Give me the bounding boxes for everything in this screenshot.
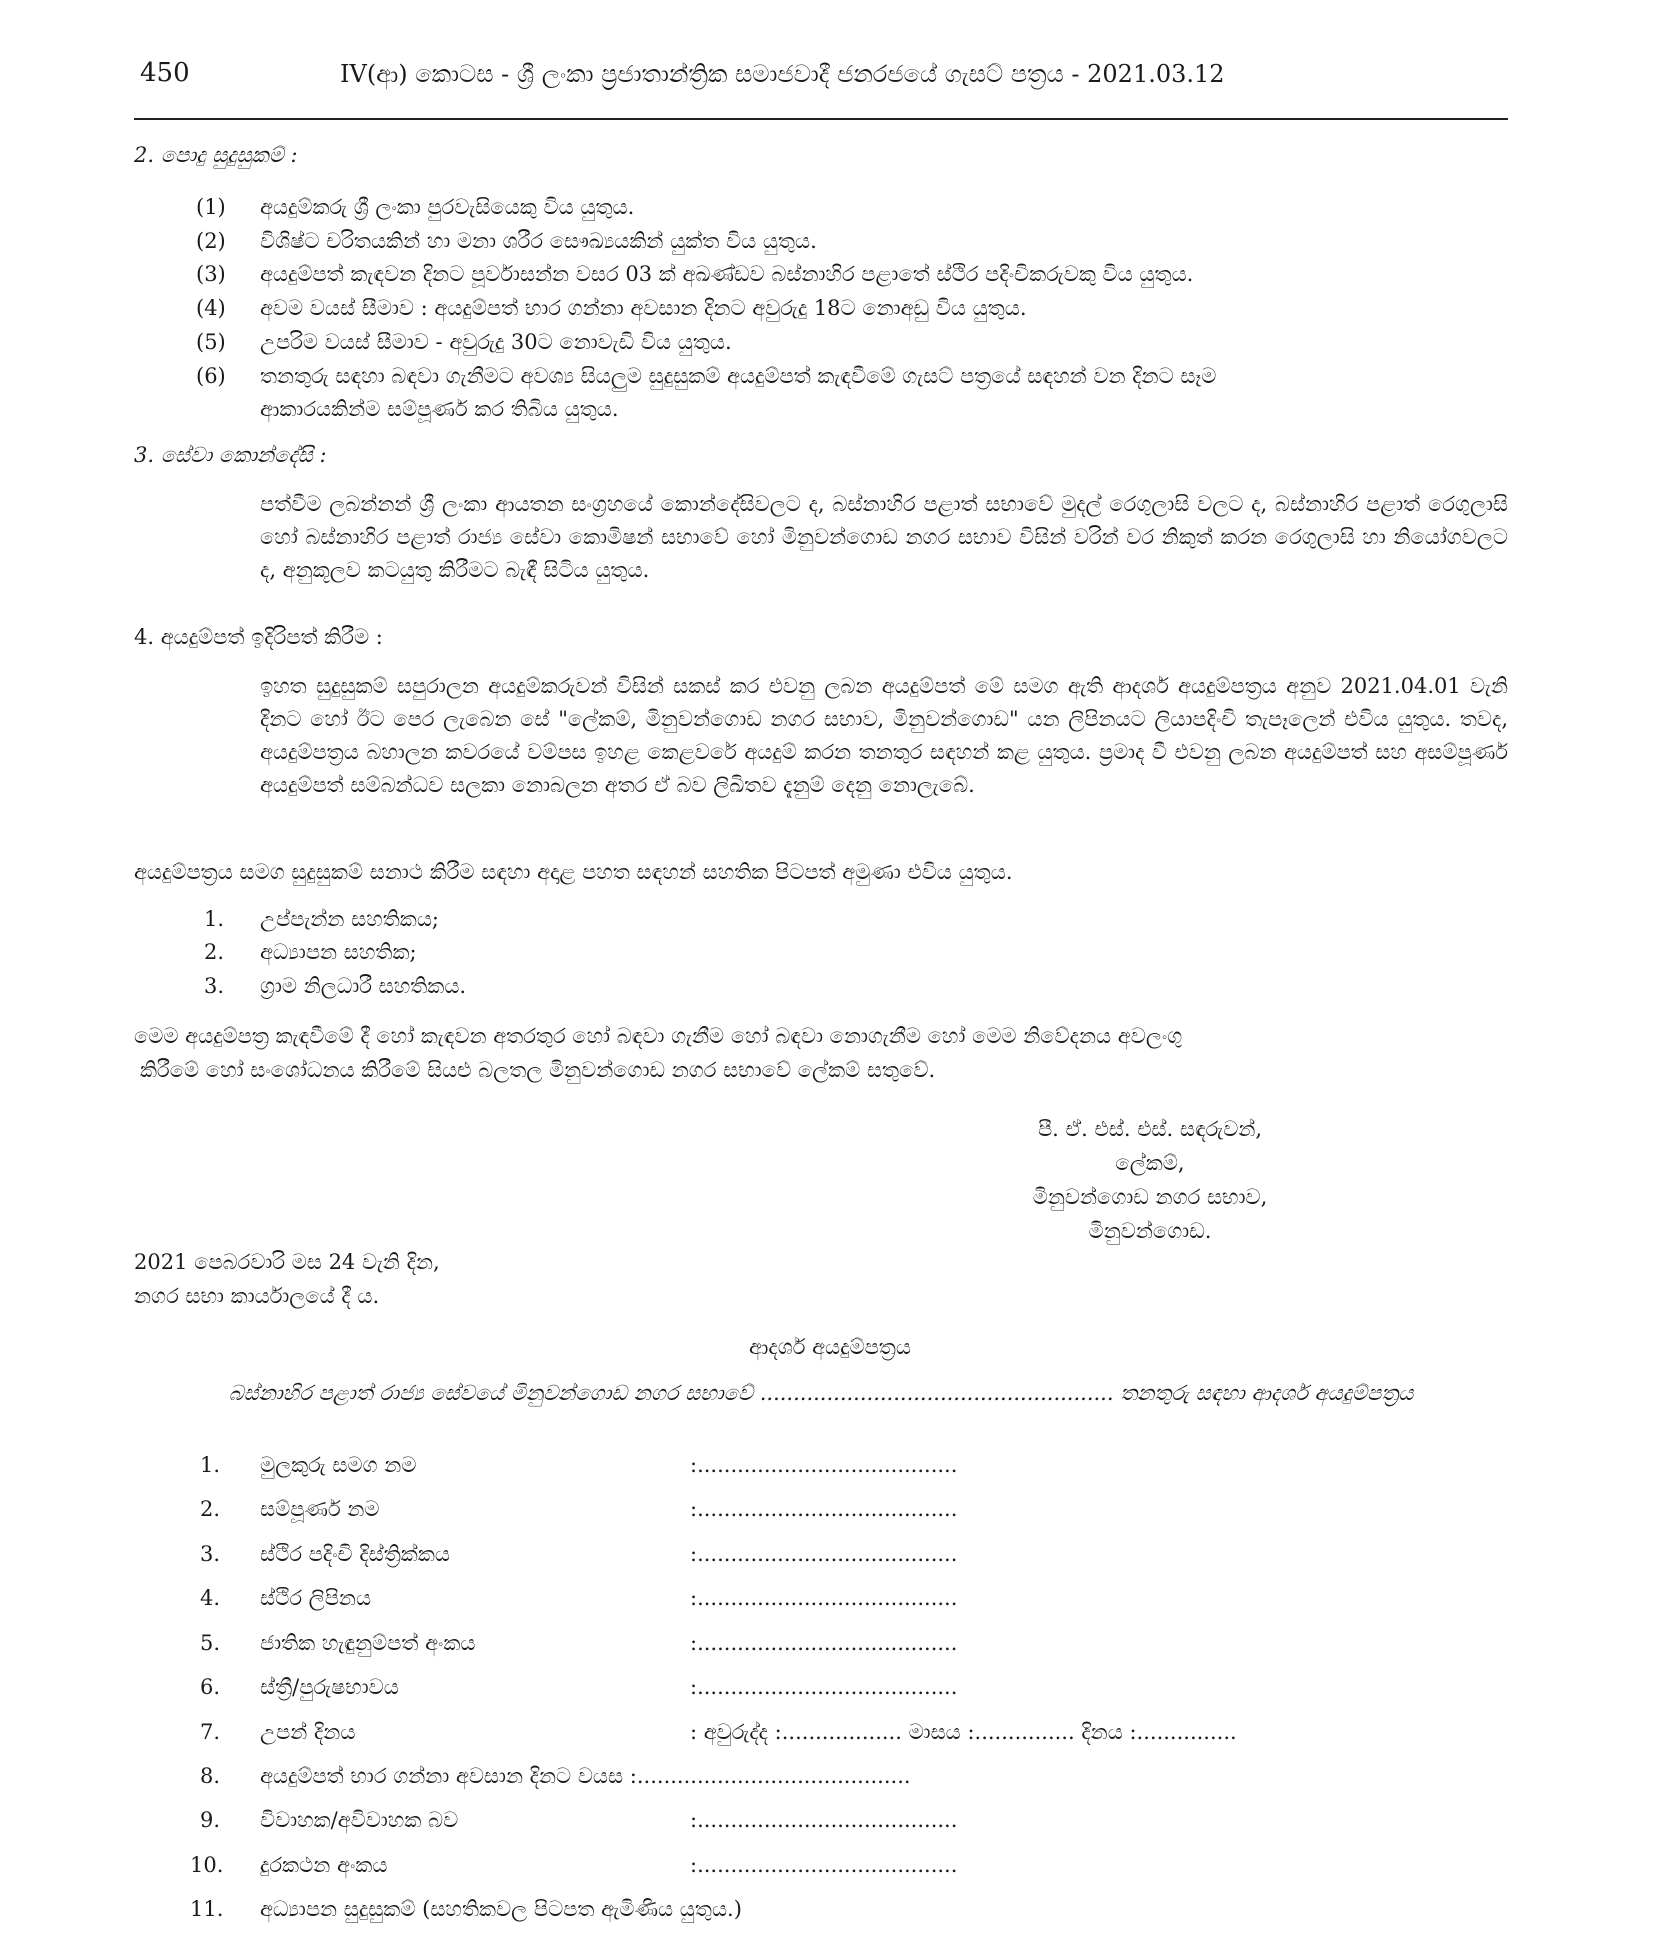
list-item-number: (2): [196, 229, 226, 253]
form-field-blank: :.......................................: [690, 1853, 958, 1877]
form-field-label: අයදුම්පත් භාර ගන්නා අවසාන දිනට වයස :.........................................: [260, 1764, 911, 1788]
section-2-title: 2. පොදු සුදුසුකම් :: [134, 143, 298, 167]
issue-date: 2021 පෙබරවාරි මස 24 වැනි දින,: [134, 1250, 440, 1274]
form-field-blank: :.......................................: [690, 1808, 958, 1832]
list-item-number: (3): [196, 262, 226, 286]
form-field-number: 2.: [199, 1497, 220, 1521]
form-field-blank: :.......................................: [690, 1586, 958, 1610]
form-field-number: 3.: [199, 1542, 220, 1566]
form-field-number: 4.: [199, 1586, 220, 1610]
form-field-label: ජාතික හැඳුනුම්පත් අංකය: [260, 1631, 476, 1655]
form-field-number: 1.: [199, 1453, 220, 1477]
list-item-number: (4): [196, 296, 226, 320]
list-item-text: උපරිම වයස් සීමාව - අවුරුදු 30ට නොවැඩි විය යුතුය.: [260, 330, 732, 354]
form-field-label: උපන් දිනය: [260, 1720, 356, 1744]
list-item-number: (6): [196, 364, 226, 388]
list-item-text: තනතුරු සඳහා බඳවා ගැනීමට අවශ්‍ය සියලුම සුදුසුකම් අයදුම්පත් කැඳවීමේ ගැසට් පත්‍රයේ සඳහන් වන දිනට සෑම: [260, 364, 1217, 388]
form-field-blank: :.......................................: [690, 1542, 958, 1566]
form-field-blank: :.......................................: [690, 1453, 958, 1477]
form-field-blank: :.......................................: [690, 1675, 958, 1699]
form-field-number: 7.: [199, 1720, 220, 1744]
section-4-body: ඉහත සුදුසුකම් සපුරාලන අයදුම්කරුවන් විසින් සකස් කර එවනු ලබන අයදුම්පත් මේ සමග ඇති ආදර්ශ අයදුම්පත්‍රය අනුව 2021.04.01 වැනි දිනට හෝ ඊට පෙර ලැබෙන සේ "ලේකම්, මිනුවන්ගොඩ නගර සභාව, මිනුවන්ගොඩ" යන ලිපිනයට ලියාපදිංචි තැපෑලෙන් එවිය යුතුය. තවද, අයදුම්පත්‍රය බහාලන කවරයේ වම්පස ඉහළ කෙළවරේ අයදුම් කරන තනතුර සඳහන් කළ යුතුය. ප්‍රමාද වී එවනු ලබන අයදුම්පත් සහ අසම්පූර්ණ අයදුම්පත් සම්බන්ධව සලකා නොබලන අතර ඒ බව ලිඛිතව දැනුම් දෙනු නොලැබේ.: [260, 674, 1508, 797]
form-field-number: 9.: [199, 1808, 220, 1832]
form-field-label: අධ්‍යාපන සුදුසුකම් (සහතිකවල පිටපත ඇමිණිය යුතුය.): [260, 1897, 742, 1921]
signatory-town: මිනුවන්ගොඩ.: [1088, 1219, 1212, 1243]
form-field-number: 10.: [190, 1853, 224, 1877]
section-4-title: 4. අයදුම්පත් ඉදිරිපත් කිරීම :: [134, 625, 383, 649]
list-item-number: (5): [196, 330, 226, 354]
closing-note-line1: මෙම අයදුම්පත්‍ර කැඳවීමේ දී හෝ කැඳවන අතරතුර හෝ බඳවා ගැනීම හෝ බඳවා නොගැනීම හෝ මෙම නිවේදනය අවලංගු: [134, 1024, 1183, 1048]
form-heading: ආදර්ශ අයදුම්පත්‍රය: [749, 1335, 911, 1359]
certificates-intro: අයදුම්පත්‍රය සමග සුදුසුකම් සනාථ කිරීම සඳහා අදාළ පහත සඳහන් සහතික පිටපත් අමුණා එවිය යුතුය.: [134, 860, 1013, 884]
certificate-item: අධ්‍යාපන සහතික;: [260, 940, 417, 964]
certificate-number: 1.: [204, 907, 225, 931]
issue-place: නගර සභා කාර්යාලයේ දී ය.: [134, 1284, 380, 1308]
form-field-label: ස්ත්‍රී/පුරුෂභාවය: [260, 1675, 399, 1699]
certificate-number: 3.: [204, 974, 225, 998]
form-field-blank: : අවුරුද්ද :.................. මාසය :............... දිනය :...............: [690, 1720, 1237, 1744]
closing-note-line2: කිරීමේ හෝ සංශෝධනය කිරීමේ සියළු බලතල මිනුවන්ගොඩ නගර සභාවේ ලේකම් සතුවේ.: [140, 1058, 936, 1082]
form-subheading: බස්නාහිර පළාත් රාජ්‍ය සේවයේ මිනුවන්ගොඩ නගර සභාවේ ..................................................... තනතුරු සඳහා ආදර්ශ අයදුම්පත්‍රය: [228, 1381, 1414, 1405]
form-field-label: ස්ථිර පදිංචි දිස්ත්‍රික්කය: [260, 1542, 451, 1566]
certificate-item: උප්පැන්න සහතිකය;: [260, 907, 439, 931]
header-divider: [134, 118, 1508, 120]
form-field-label: ස්ථිර ලිපිනය: [260, 1586, 372, 1610]
list-item-text: අවම වයස් සීමාව : අයදුම්පත් භාර ගන්නා අවසාන දිනට අවුරුදු 18ට නොඅඩු විය යුතුය.: [260, 296, 1027, 320]
form-field-label: විවාහක/අවිවාහක බව: [260, 1808, 459, 1832]
list-item-text-continued: ආකාරයකින්ම සම්පූර්ණ කර තිබිය යුතුය.: [260, 397, 619, 421]
page-number: 450: [140, 58, 190, 88]
form-field-blank: :.......................................: [690, 1631, 958, 1655]
form-field-number: 8.: [199, 1764, 220, 1788]
form-field-label: දුරකථන අංකය: [260, 1853, 388, 1877]
signatory-role: ලේකම්,: [1115, 1151, 1185, 1175]
certificate-number: 2.: [204, 940, 225, 964]
signature-block: [950, 1112, 1350, 1248]
section-3-body: පත්වීම ලබන්නන් ශ්‍රී ලංකා ආයතන සංග්‍රහයේ කොන්දේසිවලට ද, බස්නාහිර පළාත් සභාවේ මුදල් රෙගුලාසි වලට ද, බස්නාහිර පළාත් රෙගුලාසි හෝ බස්නාහිර පළාත් රාජ්‍ය සේවා කොමිෂන් සභාවේ හෝ මිනුවන්ගොඩ නගර සභාව විසින් වරින් වර නිකුත් කරන රෙගුලාසි හා නියෝගවලට ද, අනුකූලව කටයුතු කිරීමට බැඳී සිටිය යුතුය.: [260, 492, 1508, 582]
gazette-header-title: IV(ආ) කොටස - ශ්‍රී ලංකා ප්‍රජාතාන්ත්‍රික සමාජවාදී ජනරජයේ ගැසට් පත්‍රය - 2021.03.12: [340, 60, 1225, 88]
list-item-text: විශිෂ්ට චරිතයකින් හා මනා ශරීර සෞඛ්‍යයකින් යුක්ත විය යුතුය.: [260, 229, 817, 253]
list-item-text: අයදුම්පත් කැඳවන දිනට පූර්වාසන්න වසර 03 ක් අඛණ්ඩව බස්නාහිර පළාතේ ස්ථිර පදිංචිකරුවකු විය යුතුය.: [260, 262, 1194, 286]
list-item-number: (1): [196, 195, 226, 219]
form-field-number: 11.: [190, 1897, 224, 1921]
section-3-title: 3. සේවා කොන්දේසි :: [134, 443, 327, 467]
signatory-name: පී. ඒ. එස්. එස්. සඳරුවන්,: [1037, 1117, 1263, 1141]
form-field-label: මුලකුරු සමග නම: [260, 1453, 417, 1477]
form-field-number: 6.: [199, 1675, 220, 1699]
certificate-item: ග්‍රාම නිලධාරී සහතිකය.: [260, 974, 467, 998]
list-item-text: අයදුම්කරු ශ්‍රී ලංකා පුරවැසියෙකු විය යුතුය.: [260, 195, 635, 219]
form-field-blank: :.......................................: [690, 1497, 958, 1521]
form-field-label: සම්පූර්ණ නම: [260, 1497, 380, 1521]
signatory-council: මිනුවන්ගොඩ නගර සභාව,: [1032, 1185, 1268, 1209]
form-field-number: 5.: [199, 1631, 220, 1655]
